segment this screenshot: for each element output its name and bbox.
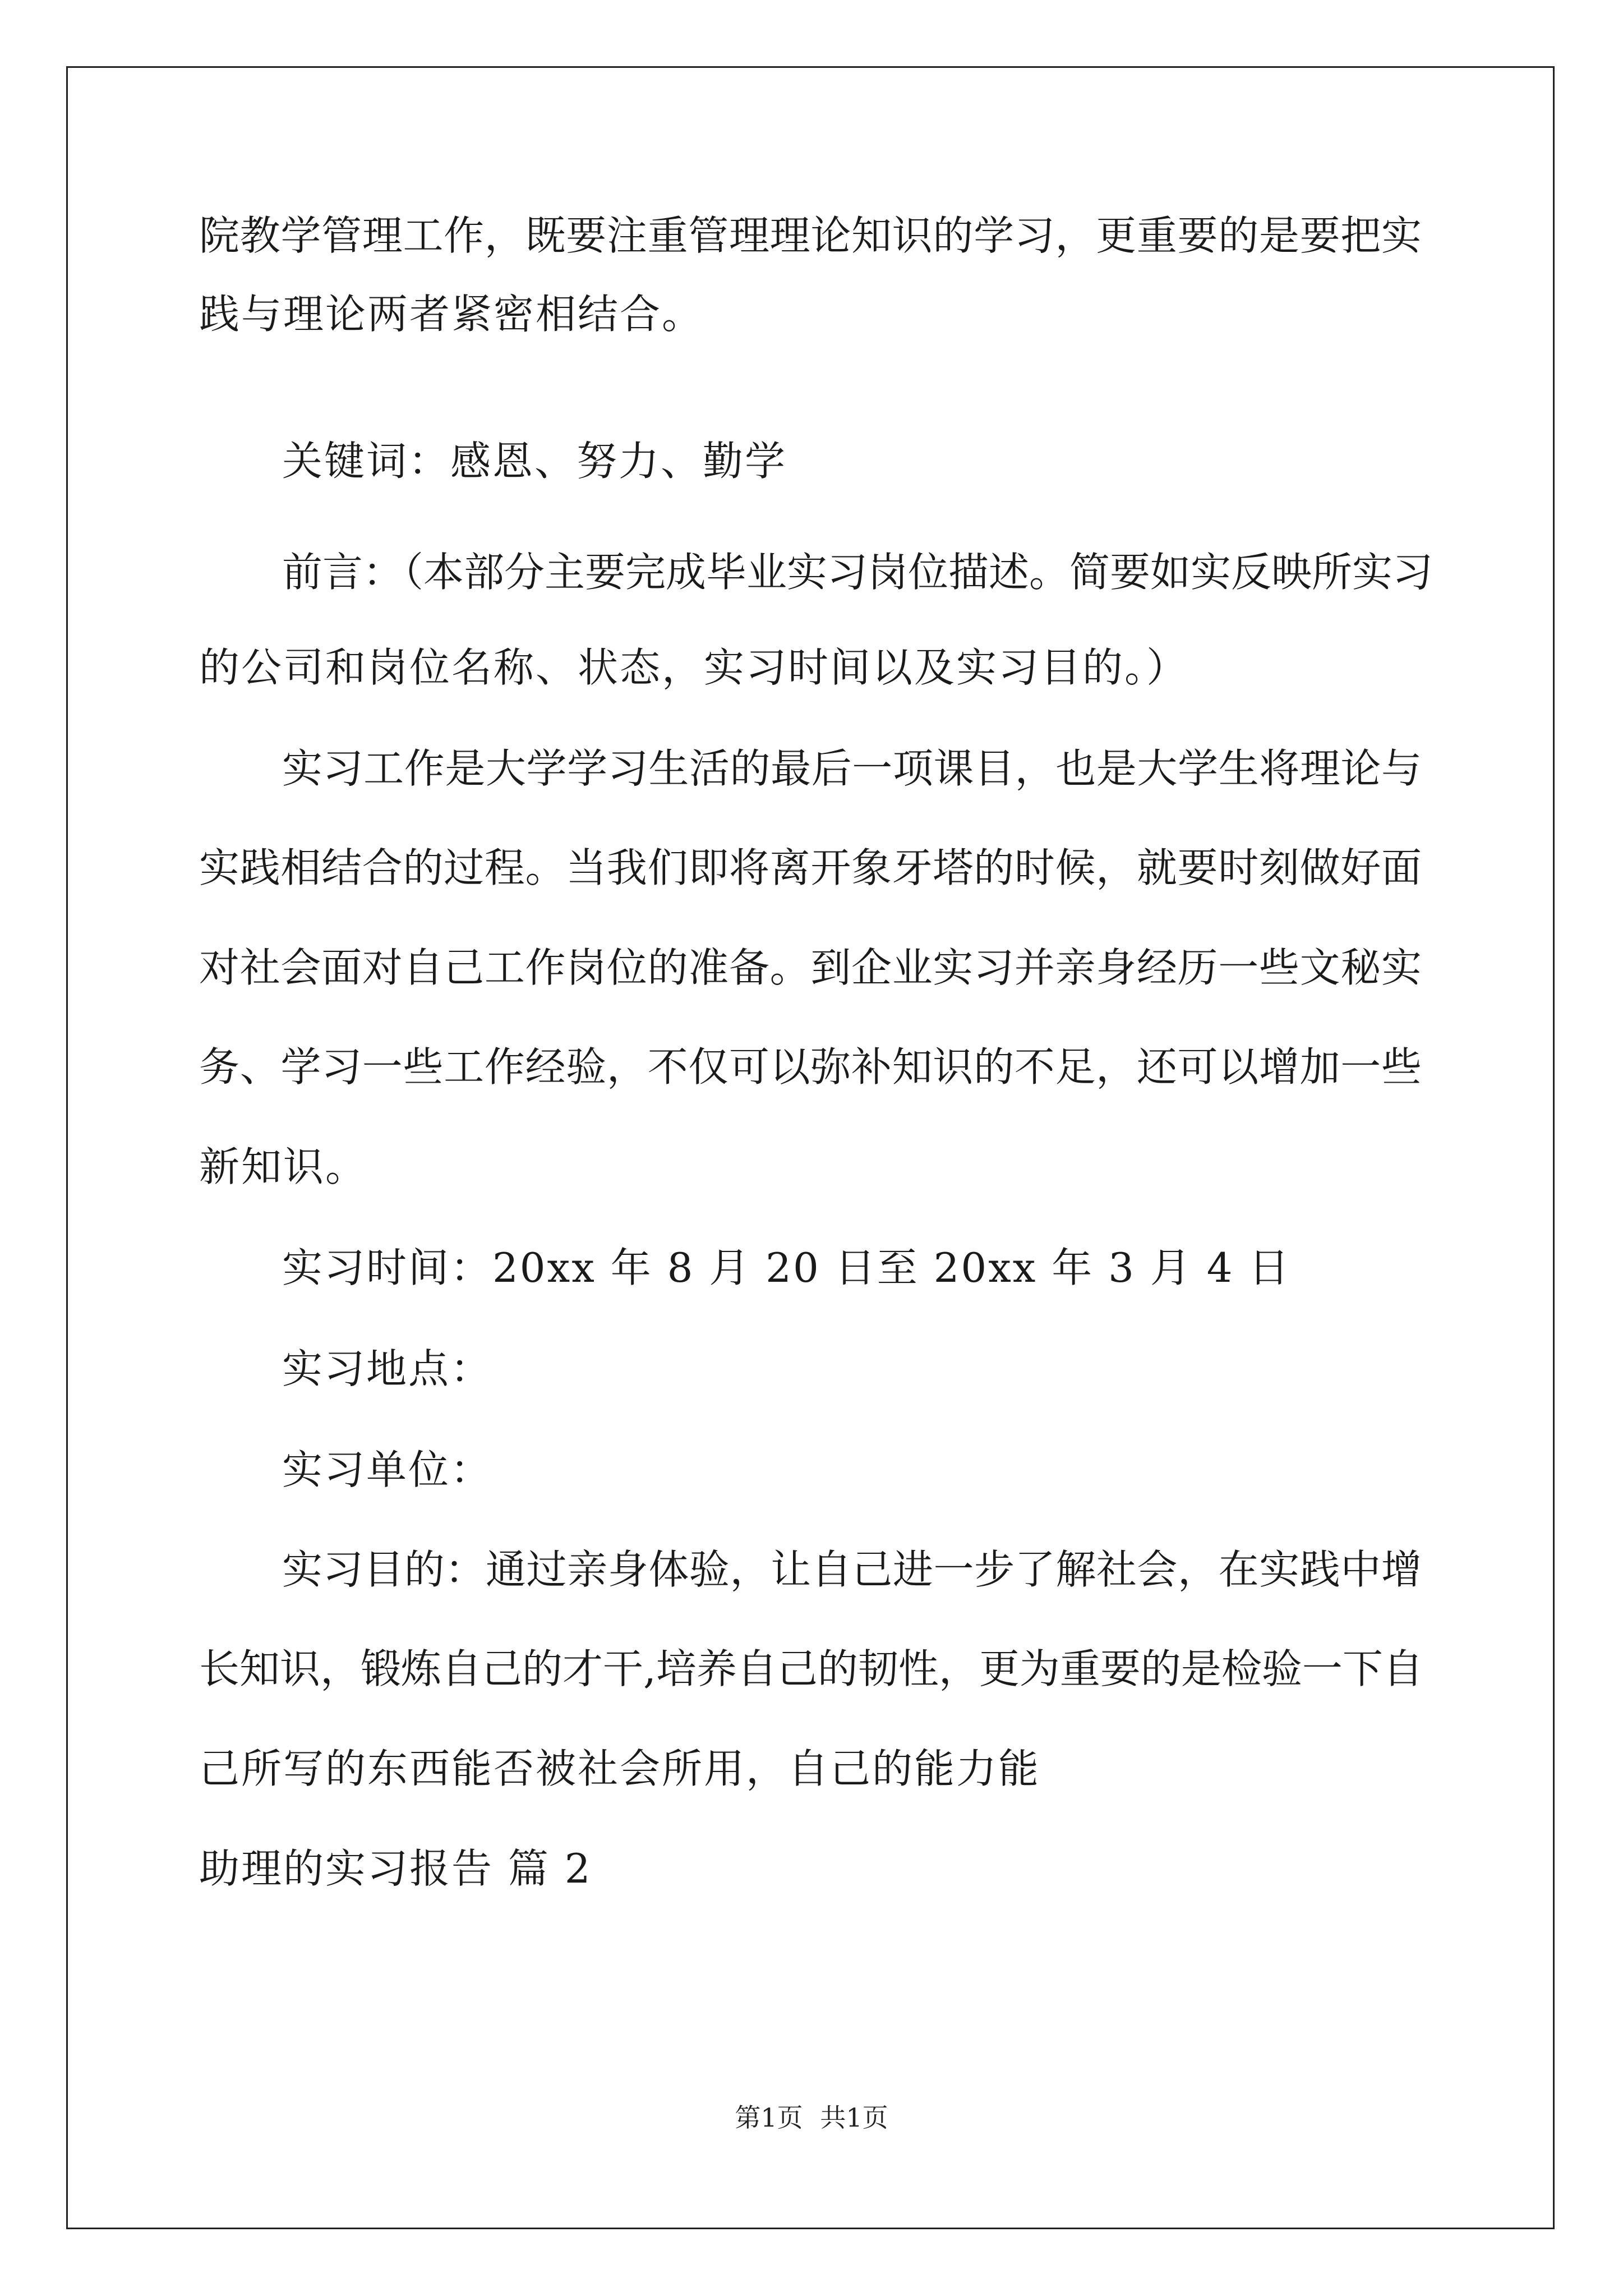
paragraph-line: 新知识。 [199, 1143, 368, 1190]
section-heading: 助理的实习报告 篇 2 [199, 1845, 592, 1892]
paragraph-line: 长知识，锻炼自己的才干,培养自己的韧性，更为重要的是检验一下自 [199, 1645, 1423, 1692]
paragraph-line: 院教学管理工作，既要注重管理理论知识的学习，更重要的是要把实 [199, 212, 1422, 259]
paragraph-line: 实习目的：通过亲身体验，让自己进一步了解社会，在实践中增 [282, 1546, 1422, 1593]
paragraph-line: 践与理论两者紧密相结合。 [199, 291, 704, 338]
page-footer [0, 2101, 1623, 2134]
paragraph-line: 的公司和岗位名称、状态，实习时间以及实习目的。） [199, 644, 1189, 691]
internship-location-line: 实习地点： [282, 1345, 493, 1392]
paragraph-line: 实践相结合的过程。当我们即将离开象牙塔的时候，就要时刻做好面 [199, 844, 1422, 891]
internship-unit-line: 实习单位： [282, 1446, 493, 1493]
paragraph-line: 己所写的东西能否被社会所用，自己的能力能 [199, 1745, 1041, 1792]
page-number: 第1页 [735, 2102, 803, 2133]
paragraph-line: 实习工作是大学学习生活的最后一项课目，也是大学生将理论与 [282, 745, 1422, 792]
keywords-line: 关键词：感恩、努力、勤学 [282, 438, 787, 485]
page-total: 共1页 [820, 2102, 888, 2133]
paragraph-line: 务、学习一些工作经验，不仅可以弥补知识的不足，还可以增加一些 [199, 1043, 1422, 1091]
paragraph-line: 对社会面对自己工作岗位的准备。到企业实习并亲身经历一些文秘实 [199, 944, 1422, 991]
internship-time-line: 实习时间：20xx 年 8 月 20 日至 20xx 年 3 月 4 日 [282, 1244, 1291, 1291]
paragraph-line: 前言：（本部分主要完成毕业实习岗位描述。简要如实反映所实习 [282, 549, 1433, 596]
